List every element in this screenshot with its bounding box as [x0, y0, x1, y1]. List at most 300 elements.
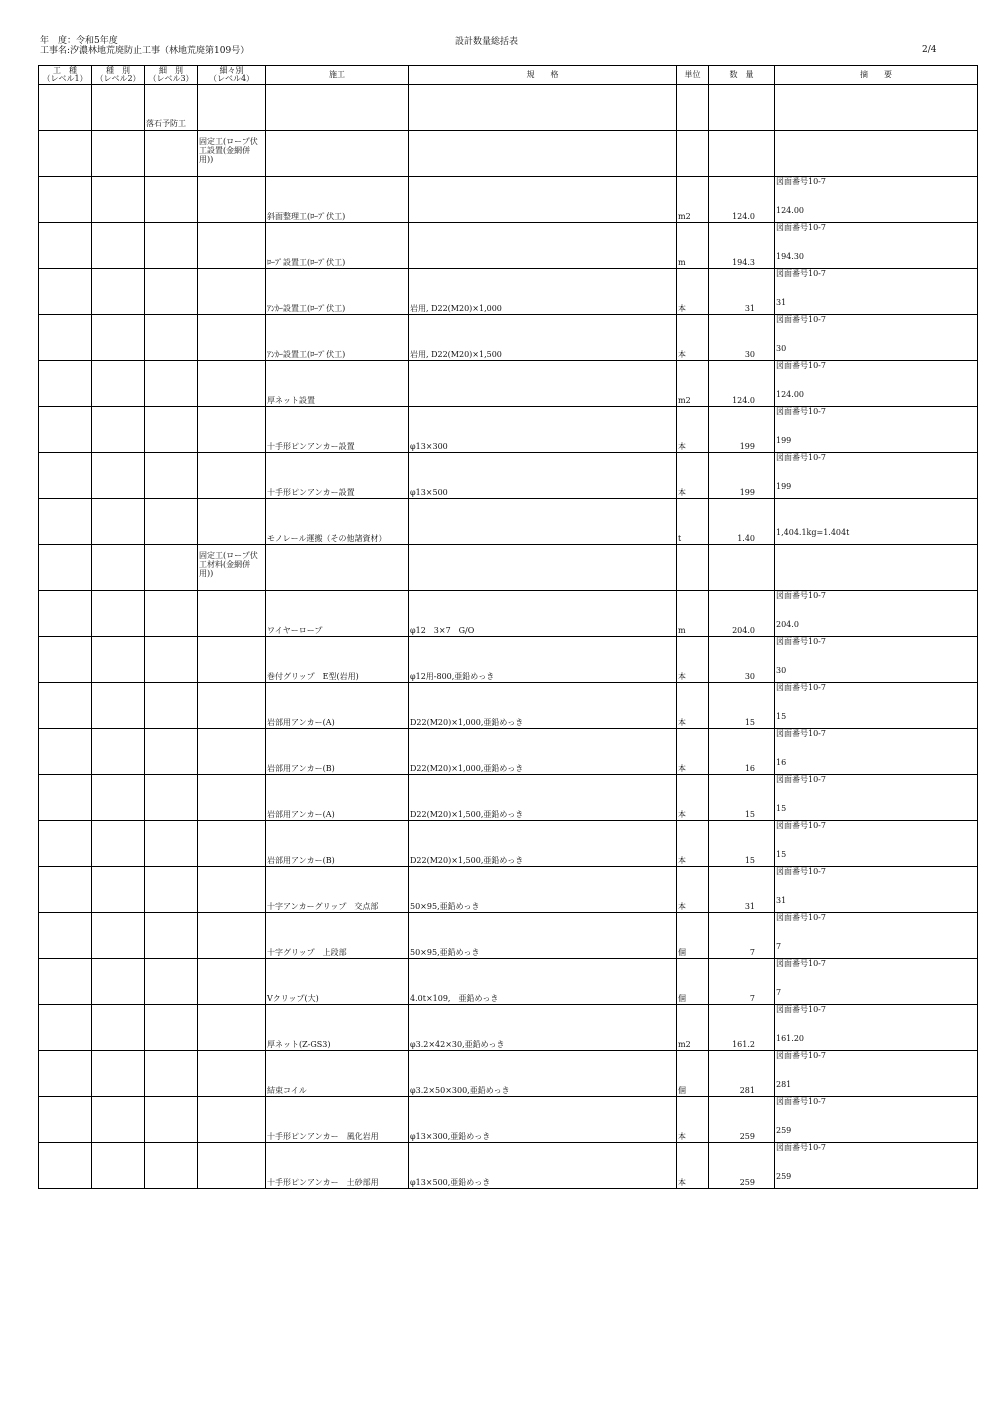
summary-cell: [775, 1097, 978, 1143]
work-cell: 岩部用アンカー(A): [266, 683, 409, 729]
summary-value: 7: [776, 942, 782, 951]
level2-cell: [92, 453, 145, 499]
spec-cell: D22(M20)×1,500,亜鉛めっき: [409, 775, 677, 821]
work-cell: [266, 85, 409, 131]
level1-cell: [39, 821, 92, 867]
level2-cell: [92, 85, 145, 131]
level3-cell: [145, 729, 198, 775]
level2-cell: [92, 637, 145, 683]
level3-cell: [145, 545, 198, 591]
drawing-reference: [776, 85, 976, 114]
level3-cell: [145, 1097, 198, 1143]
quantity-cell: 15: [709, 821, 775, 867]
level3-cell: [145, 959, 198, 1005]
drawing-reference: 図面番号10-7: [776, 867, 826, 876]
spec-cell: [409, 499, 677, 545]
spec-cell: D22(M20)×1,000,亜鉛めっき: [409, 729, 677, 775]
unit-cell: 個: [677, 913, 709, 959]
spec-cell: D22(M20)×1,000,亜鉛めっき: [409, 683, 677, 729]
quantity-cell: 15: [709, 683, 775, 729]
summary-cell: [775, 821, 978, 867]
summary-cell: [775, 867, 978, 913]
drawing-reference: [776, 545, 976, 574]
work-cell: [266, 131, 409, 177]
drawing-reference: 図面番号10-7: [776, 821, 826, 830]
col-work-header: 施工: [266, 66, 409, 85]
summary-value: 1,404.1kg=1.404t: [776, 528, 850, 537]
summary-cell: [775, 683, 978, 729]
level1-cell: [39, 913, 92, 959]
level2-cell: [92, 1005, 145, 1051]
spec-cell: 4.0t×109, 亜鉛めっき: [409, 959, 677, 1005]
level2-cell: [92, 223, 145, 269]
summary-cell: [775, 223, 978, 269]
table-row: [39, 131, 978, 177]
level4-cell: [198, 959, 266, 1005]
spec-cell: φ13×300: [409, 407, 677, 453]
drawing-reference: 図面番号10-7: [776, 453, 826, 462]
quantity-cell: 259: [709, 1097, 775, 1143]
level1-cell: [39, 959, 92, 1005]
table-row: [39, 85, 978, 131]
work-cell: [266, 545, 409, 591]
level3-cell: [145, 913, 198, 959]
table-row: [39, 683, 978, 729]
col-level1-header: 工 種 （レベル1）: [39, 66, 92, 85]
level3-cell: [145, 1005, 198, 1051]
unit-cell: 本: [677, 269, 709, 315]
summary-cell: [775, 913, 978, 959]
summary-value: 31: [776, 298, 787, 307]
summary-cell: [775, 959, 978, 1005]
unit-cell: 本: [677, 775, 709, 821]
level4-cell: [198, 85, 266, 131]
summary-value: 16: [776, 758, 787, 767]
summary-value: 281: [776, 1080, 792, 1089]
quantity-cell: 16: [709, 729, 775, 775]
level3-cell: [145, 361, 198, 407]
summary-cell: [775, 545, 978, 591]
summary-cell: [775, 1143, 978, 1189]
unit-cell: m: [677, 591, 709, 637]
summary-value: 161.20: [776, 1034, 804, 1043]
table-row: [39, 269, 978, 315]
summary-value: 259: [776, 1172, 792, 1181]
table-row: [39, 821, 978, 867]
spec-cell: φ3.2×50×300,亜鉛めっき: [409, 1051, 677, 1097]
level3-cell: [145, 1051, 198, 1097]
drawing-reference: [776, 131, 976, 160]
summary-cell: [775, 499, 978, 545]
work-cell: 巻付グリップ E型(岩用): [266, 637, 409, 683]
level2-cell: [92, 1143, 145, 1189]
level2-cell: [92, 729, 145, 775]
table-row: [39, 177, 978, 223]
drawing-reference: 図面番号10-7: [776, 959, 826, 968]
unit-cell: [677, 131, 709, 177]
level2-cell: [92, 545, 145, 591]
spec-cell: 50×95,亜鉛めっき: [409, 867, 677, 913]
summary-cell: [775, 407, 978, 453]
drawing-reference: 図面番号10-7: [776, 1097, 826, 1106]
drawing-reference: 図面番号10-7: [776, 269, 826, 278]
col-summary-header: 摘 要: [775, 66, 978, 85]
summary-cell: [775, 315, 978, 361]
summary-cell: [775, 1051, 978, 1097]
unit-cell: 本: [677, 683, 709, 729]
table-row: [39, 361, 978, 407]
table-row: [39, 591, 978, 637]
table-row: [39, 729, 978, 775]
unit-cell: [677, 545, 709, 591]
spec-cell: [409, 177, 677, 223]
quantity-cell: 199: [709, 453, 775, 499]
quantity-cell: 30: [709, 315, 775, 361]
page-number: 2/4: [922, 45, 937, 55]
summary-value: 31: [776, 896, 787, 905]
level3-cell: [145, 867, 198, 913]
quantity-cell: 1.40: [709, 499, 775, 545]
level4-cell: [198, 913, 266, 959]
table-row: [39, 453, 978, 499]
quantity-cell: 124.0: [709, 361, 775, 407]
work-cell: 十手形ピンアンカー設置: [266, 453, 409, 499]
summary-cell: [775, 361, 978, 407]
level2-cell: [92, 361, 145, 407]
level4-cell: [198, 177, 266, 223]
unit-cell: m2: [677, 1005, 709, 1051]
level1-cell: [39, 775, 92, 821]
level2-cell: [92, 1051, 145, 1097]
summary-cell: [775, 85, 978, 131]
quantity-cell: 161.2: [709, 1005, 775, 1051]
summary-value: 199: [776, 436, 792, 445]
quantity-summary-table: [38, 65, 978, 1189]
level2-cell: [92, 131, 145, 177]
level4-cell: [198, 269, 266, 315]
document-title: 設計数量総括表: [455, 37, 519, 47]
summary-value: 124.00: [776, 206, 804, 215]
quantity-cell: [709, 545, 775, 591]
level4-cell: [198, 729, 266, 775]
work-cell: ｱﾝｶｰ設置工(ﾛｰﾌﾟ伏工): [266, 269, 409, 315]
unit-cell: m2: [677, 361, 709, 407]
summary-value: 199: [776, 482, 792, 491]
unit-cell: m: [677, 223, 709, 269]
summary-value: 124.00: [776, 390, 804, 399]
unit-cell: m2: [677, 177, 709, 223]
quantity-cell: 31: [709, 269, 775, 315]
level1-cell: [39, 499, 92, 545]
table-row: [39, 1005, 978, 1051]
level2-cell: [92, 775, 145, 821]
summary-cell: [775, 729, 978, 775]
level2-cell: [92, 315, 145, 361]
col-quantity-header: 数 量: [709, 66, 775, 85]
table-row: [39, 223, 978, 269]
work-cell: ｱﾝｶｰ設置工(ﾛｰﾌﾟ伏工): [266, 315, 409, 361]
table-row: [39, 913, 978, 959]
level1-cell: [39, 1143, 92, 1189]
unit-cell: 本: [677, 821, 709, 867]
level1-cell: [39, 1097, 92, 1143]
drawing-reference: 図面番号10-7: [776, 637, 826, 646]
level3-cell: 落石予防工: [145, 85, 198, 131]
unit-cell: 本: [677, 867, 709, 913]
unit-cell: 本: [677, 315, 709, 361]
work-cell: ワイヤーロープ: [266, 591, 409, 637]
table-row: [39, 407, 978, 453]
work-cell: 結束コイル: [266, 1051, 409, 1097]
table-body: [39, 85, 978, 1189]
level3-cell: [145, 775, 198, 821]
level4-cell: [198, 683, 266, 729]
summary-value: 15: [776, 850, 787, 859]
drawing-reference: 図面番号10-7: [776, 361, 826, 370]
level4-cell: [198, 499, 266, 545]
table-row: [39, 1143, 978, 1189]
summary-value: 259: [776, 1126, 792, 1135]
spec-cell: φ3.2×42×30,亜鉛めっき: [409, 1005, 677, 1051]
work-cell: 十手形ピンアンカー 土砂部用: [266, 1143, 409, 1189]
level1-cell: [39, 453, 92, 499]
level3-cell: [145, 407, 198, 453]
level4-cell: 固定工(ロープ伏工設置(金網併用)): [198, 131, 266, 177]
drawing-reference: 図面番号10-7: [776, 223, 826, 232]
level4-cell: [198, 223, 266, 269]
level2-cell: [92, 269, 145, 315]
level1-cell: [39, 591, 92, 637]
level1-cell: [39, 177, 92, 223]
unit-cell: 本: [677, 1143, 709, 1189]
quantity-cell: [709, 131, 775, 177]
level1-cell: [39, 223, 92, 269]
level3-cell: [145, 683, 198, 729]
summary-value: 194.30: [776, 252, 804, 261]
work-cell: 十字アンカーグリップ 交点部: [266, 867, 409, 913]
summary-value: 15: [776, 712, 787, 721]
spec-cell: [409, 223, 677, 269]
unit-cell: 個: [677, 959, 709, 1005]
level3-cell: [145, 1143, 198, 1189]
quantity-cell: 15: [709, 775, 775, 821]
unit-cell: 本: [677, 407, 709, 453]
summary-cell: [775, 1005, 978, 1051]
table-row: [39, 637, 978, 683]
level4-cell: [198, 315, 266, 361]
level4-cell: [198, 1143, 266, 1189]
drawing-reference: [776, 499, 976, 528]
col-unit-header: 単位: [677, 66, 709, 85]
level4-cell: [198, 821, 266, 867]
level4-cell: 固定工(ロープ伏工材料(金網併用)): [198, 545, 266, 591]
level4-cell: [198, 637, 266, 683]
level2-cell: [92, 499, 145, 545]
drawing-reference: 図面番号10-7: [776, 775, 826, 784]
work-cell: モノレール運搬（その他諸資材）: [266, 499, 409, 545]
level1-cell: [39, 361, 92, 407]
summary-value: 30: [776, 344, 787, 353]
work-cell: 十手形ピンアンカー 風化岩用: [266, 1097, 409, 1143]
drawing-reference: 図面番号10-7: [776, 407, 826, 416]
work-cell: ﾛｰﾌﾟ設置工(ﾛｰﾌﾟ伏工): [266, 223, 409, 269]
table-row: [39, 775, 978, 821]
drawing-reference: 図面番号10-7: [776, 1143, 826, 1152]
level2-cell: [92, 913, 145, 959]
unit-cell: 個: [677, 1051, 709, 1097]
spec-cell: 50×95,亜鉛めっき: [409, 913, 677, 959]
header-row: [39, 66, 978, 85]
project-name: 工事名:汐濃林地荒廃防止工事（林地荒廃第109号）: [40, 46, 250, 56]
spec-cell: [409, 545, 677, 591]
quantity-cell: [709, 85, 775, 131]
level4-cell: [198, 453, 266, 499]
summary-cell: [775, 637, 978, 683]
quantity-cell: 7: [709, 959, 775, 1005]
quantity-cell: 204.0: [709, 591, 775, 637]
summary-value: 7: [776, 988, 782, 997]
summary-value: 30: [776, 666, 787, 675]
quantity-cell: 194.3: [709, 223, 775, 269]
summary-cell: [775, 131, 978, 177]
work-cell: 岩部用アンカー(B): [266, 729, 409, 775]
level3-cell: [145, 591, 198, 637]
work-cell: 岩部用アンカー(A): [266, 775, 409, 821]
level3-cell: [145, 131, 198, 177]
spec-cell: φ12用-800,亜鉛めっき: [409, 637, 677, 683]
col-spec-header: 規 格: [409, 66, 677, 85]
work-cell: 岩部用アンカー(B): [266, 821, 409, 867]
col-level2-header: 種 別 （レベル2）: [92, 66, 145, 85]
drawing-reference: 図面番号10-7: [776, 591, 826, 600]
drawing-reference: 図面番号10-7: [776, 315, 826, 324]
drawing-reference: 図面番号10-7: [776, 1051, 826, 1060]
quantity-cell: 281: [709, 1051, 775, 1097]
level2-cell: [92, 821, 145, 867]
level4-cell: [198, 591, 266, 637]
summary-cell: [775, 453, 978, 499]
table-row: [39, 1051, 978, 1097]
work-cell: 厚ネット(Z-GS3): [266, 1005, 409, 1051]
unit-cell: 本: [677, 729, 709, 775]
work-cell: 十字グリップ 上段部: [266, 913, 409, 959]
table-row: [39, 959, 978, 1005]
spec-cell: [409, 85, 677, 131]
level1-cell: [39, 1005, 92, 1051]
level1-cell: [39, 867, 92, 913]
spec-cell: 岩用, D22(M20)×1,000: [409, 269, 677, 315]
level1-cell: [39, 315, 92, 361]
summary-cell: [775, 591, 978, 637]
table-row: [39, 1097, 978, 1143]
spec-cell: D22(M20)×1,500,亜鉛めっき: [409, 821, 677, 867]
drawing-reference: 図面番号10-7: [776, 729, 826, 738]
summary-cell: [775, 269, 978, 315]
level2-cell: [92, 867, 145, 913]
table-row: [39, 545, 978, 591]
drawing-reference: 図面番号10-7: [776, 683, 826, 692]
level1-cell: [39, 85, 92, 131]
drawing-reference: 図面番号10-7: [776, 1005, 826, 1014]
level3-cell: [145, 637, 198, 683]
level1-cell: [39, 729, 92, 775]
spec-cell: 岩用, D22(M20)×1,500: [409, 315, 677, 361]
unit-cell: [677, 85, 709, 131]
level1-cell: [39, 637, 92, 683]
table-row: [39, 315, 978, 361]
unit-cell: 本: [677, 1097, 709, 1143]
spec-cell: [409, 131, 677, 177]
level4-cell: [198, 407, 266, 453]
quantity-cell: 199: [709, 407, 775, 453]
level2-cell: [92, 959, 145, 1005]
summary-cell: [775, 775, 978, 821]
summary-value: 204.0: [776, 620, 799, 629]
quantity-cell: 259: [709, 1143, 775, 1189]
level1-cell: [39, 545, 92, 591]
unit-cell: 本: [677, 637, 709, 683]
col-level4-header: 細々別 （レベル4）: [198, 66, 266, 85]
spec-cell: φ13×300,亜鉛めっき: [409, 1097, 677, 1143]
quantity-cell: 30: [709, 637, 775, 683]
quantity-cell: 124.0: [709, 177, 775, 223]
table-row: [39, 867, 978, 913]
level4-cell: [198, 1051, 266, 1097]
level3-cell: [145, 821, 198, 867]
spec-cell: φ12 3×7 G/O: [409, 591, 677, 637]
summary-cell: [775, 177, 978, 223]
level3-cell: [145, 315, 198, 361]
level3-cell: [145, 269, 198, 315]
col-level3-header: 細 別 （レベル3）: [145, 66, 198, 85]
drawing-reference: 図面番号10-7: [776, 177, 826, 186]
level4-cell: [198, 1005, 266, 1051]
level2-cell: [92, 407, 145, 453]
table-row: [39, 499, 978, 545]
level3-cell: [145, 177, 198, 223]
work-cell: 厚ネット設置: [266, 361, 409, 407]
quantity-cell: 7: [709, 913, 775, 959]
spec-cell: φ13×500,亜鉛めっき: [409, 1143, 677, 1189]
level4-cell: [198, 1097, 266, 1143]
work-cell: 斜面整理工(ﾛｰﾌﾟ伏工): [266, 177, 409, 223]
level1-cell: [39, 683, 92, 729]
work-cell: 十手形ピンアンカー設置: [266, 407, 409, 453]
level1-cell: [39, 269, 92, 315]
level2-cell: [92, 591, 145, 637]
level3-cell: [145, 223, 198, 269]
drawing-reference: 図面番号10-7: [776, 913, 826, 922]
fiscal-year: 年 度：令和5年度: [40, 36, 118, 46]
unit-cell: 本: [677, 453, 709, 499]
spec-cell: [409, 361, 677, 407]
level3-cell: [145, 499, 198, 545]
work-cell: Vクリップ(大): [266, 959, 409, 1005]
quantity-cell: 31: [709, 867, 775, 913]
level1-cell: [39, 131, 92, 177]
level4-cell: [198, 361, 266, 407]
level3-cell: [145, 453, 198, 499]
level2-cell: [92, 177, 145, 223]
level1-cell: [39, 407, 92, 453]
level2-cell: [92, 1097, 145, 1143]
level1-cell: [39, 1051, 92, 1097]
summary-value: 15: [776, 804, 787, 813]
unit-cell: t: [677, 499, 709, 545]
level4-cell: [198, 867, 266, 913]
level2-cell: [92, 683, 145, 729]
level4-cell: [198, 775, 266, 821]
